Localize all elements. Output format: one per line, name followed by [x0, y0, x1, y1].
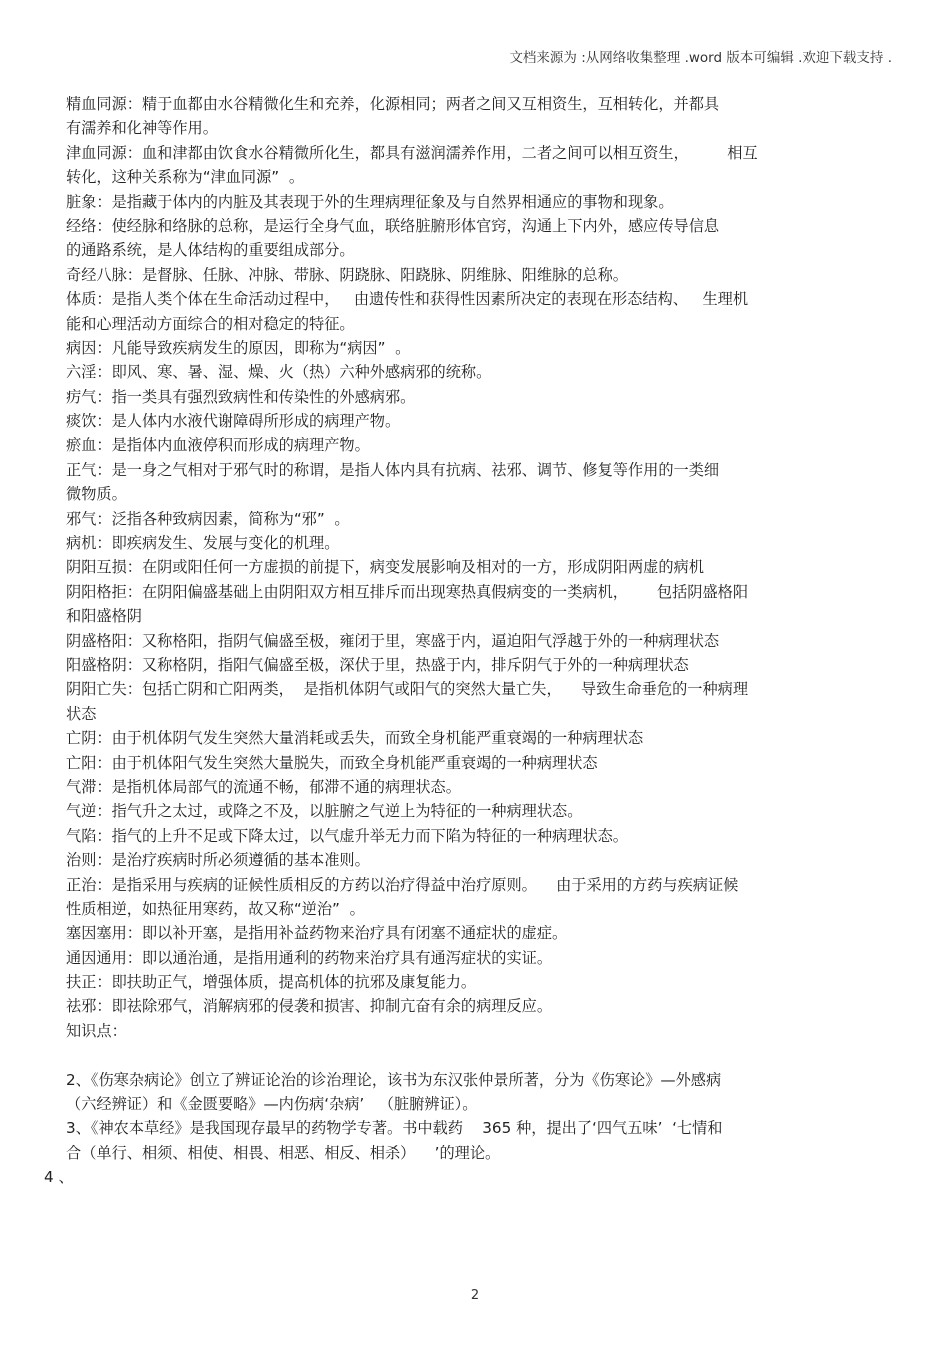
text-line: 通因通用：即以通治通，是指用通利的药物来治疗具有通泻症状的实证。 — [66, 948, 552, 967]
text-line: 转化，这种关系称为“津血同源” 。 — [66, 168, 305, 187]
text-line: 扶正：即扶助正气，增强体质，提高机体的抗邪及康复能力。 — [66, 973, 477, 992]
text-line: 微物质。 — [66, 485, 127, 504]
knowledge-item-1 — [66, 1043, 884, 1067]
text-line: 脏象：是指藏于体内的内脏及其表现于外的生理病理征象及与自然界相通应的事物和现象。 — [66, 192, 674, 211]
text-line: 亡阴：由于机体阴气发生突然大量消耗或丢失，而致全身机能严重衰竭的一种病理状态 — [66, 729, 644, 748]
text-line: 的通路系统，是人体结构的重要组成部分。 — [66, 241, 355, 260]
text-line: 气陷：指气的上升不足或下降太过，以气虚升举无力而下陷为特征的一种病理状态。 — [66, 826, 628, 845]
text-line: 有濡养和化神等作用。 — [66, 119, 218, 138]
document-body — [44, 92, 884, 1190]
text-line: 和阳盛格阴 — [66, 607, 142, 626]
text-line: 能和心理活动方面综合的相对稳定的特征。 — [66, 314, 355, 333]
text-line: 疠气：指一类具有强烈致病性和传染性的外感病邪。 — [66, 387, 416, 406]
text-line: 邪气：泛指各种致病因素，简称为“邪” 。 — [66, 509, 350, 528]
knowledge-item-4: 4 、 — [44, 1168, 74, 1187]
text-line: 亡阳：由于机体阳气发生突然大量脱失，而致全身机能严重衰竭的一种病理状态 — [66, 753, 598, 772]
knowledge-item-2-cont: （六经辨证）和《金匮要略》—内伤病‘杂病’ （脏腑辨证）。 — [66, 1095, 478, 1114]
text-line: 阴盛格阳：又称格阳，指阴气偏盛至极，雍闭于里，寒盛于内，逼迫阳气浮越于外的一种病理状态 — [66, 631, 720, 650]
knowledge-heading: 知识点： — [66, 1021, 127, 1040]
text-line: 状态 — [66, 704, 97, 723]
text-line: 阴阳格拒：在阴阳偏盛基础上由阴阳双方相互排斥而出现寒热真假病变的一类病机， 包括阴盛格阳 — [66, 582, 749, 601]
page-number: 2 — [470, 1288, 480, 1303]
text-line: 病因：凡能导致疾病发生的原因，即称为“病因” 。 — [66, 338, 411, 357]
knowledge-item-3-cont: 合（单行、相须、相使、相畏、相恶、相反、相杀） ’的理论。 — [66, 1143, 501, 1162]
text-line: 气逆：指气升之太过，或降之不及，以脏腑之气逆上为特征的一种病理状态。 — [66, 802, 583, 821]
knowledge-item-3: 3、《神农本草经》是我国现存最早的药物学专著。书中载药 365 种，提出了‘四气五味’ ‘七情和 — [66, 1119, 723, 1138]
text-line: 病机：即疾病发生、发展与变化的机理。 — [66, 534, 340, 553]
text-line: 奇经八脉：是督脉、任脉、冲脉、带脉、阴跷脉、阳跷脉、阴维脉、阳维脉的总称。 — [66, 265, 628, 284]
text-line: 经络：使经脉和络脉的总称，是运行全身气血，联络脏腑形体官窍，沟通上下内外，感应传导信息 — [66, 216, 720, 235]
text-line: 阴阳亡失：包括亡阴和亡阳两类， 是指机体阴气或阳气的突然大量亡失， 导致生命垂危的一种病理 — [66, 680, 749, 699]
knowledge-item-2: 2、《伤寒杂病论》创立了辨证论治的诊治理论，该书为东汉张仲景所著，分为《伤寒论》—外感病 — [66, 1070, 722, 1089]
text-line: 性质相逆，如热征用寒药，故又称“逆治” 。 — [66, 899, 365, 918]
text-line: 气滞：是指机体局部气的流通不畅，郁滞不通的病理状态。 — [66, 777, 461, 796]
text-line: 阳盛格阴：又称格阴，指阳气偏盛至极，深伏于里，热盛于内，排斥阴气于外的一种病理状态 — [66, 655, 689, 674]
text-line: 祛邪：即祛除邪气，消解病邪的侵袭和损害、抑制亢奋有余的病理反应。 — [66, 997, 552, 1016]
text-line: 津血同源：血和津都由饮食水谷精微所化生，都具有滋润濡养作用，二者之间可以相互资生， 相互 — [66, 143, 758, 162]
text-line: 阴阳互损：在阴或阳任何一方虚损的前提下，病变发展影响及相对的一方，形成阴阳两虚的病机 — [66, 558, 704, 577]
text-line: 塞因塞用：即以补开塞，是指用补益药物来治疗具有闭塞不通症状的虚症。 — [66, 924, 568, 943]
text-line: 痰饮：是人体内水液代谢障碍所形成的病理产物。 — [66, 412, 401, 431]
text-line: 精血同源：精于血都由水谷精微化生和充养，化源相同；两者之间又互相资生，互相转化，并都具 — [66, 95, 720, 113]
text-line: 六淫：即风、寒、暑、湿、燥、火（热）六种外感病邪的统称。 — [66, 363, 492, 382]
text-line: 正治：是指采用与疾病的证候性质相反的方药以治疗得益中治疗原则。 由于采用的方药与疾病证候 — [66, 875, 739, 894]
text-line: 治则：是治疗疾病时所必须遵循的基本准则。 — [66, 851, 370, 870]
page-header: 文档来源为 :从网络收集整理 .word 版本可编辑 .欢迎下载支持 . — [509, 50, 892, 66]
text-line: 体质：是指人类个体在生命活动过程中， 由遗传性和获得性因素所决定的表现在形态结构、 生理机 — [66, 290, 749, 309]
text-line: 正气：是一身之气相对于邪气时的称谓，是指人体内具有抗病、祛邪、调节、修复等作用的一类细 — [66, 460, 720, 479]
text-line: 瘀血：是指体内血液停积而形成的病理产物。 — [66, 436, 370, 455]
